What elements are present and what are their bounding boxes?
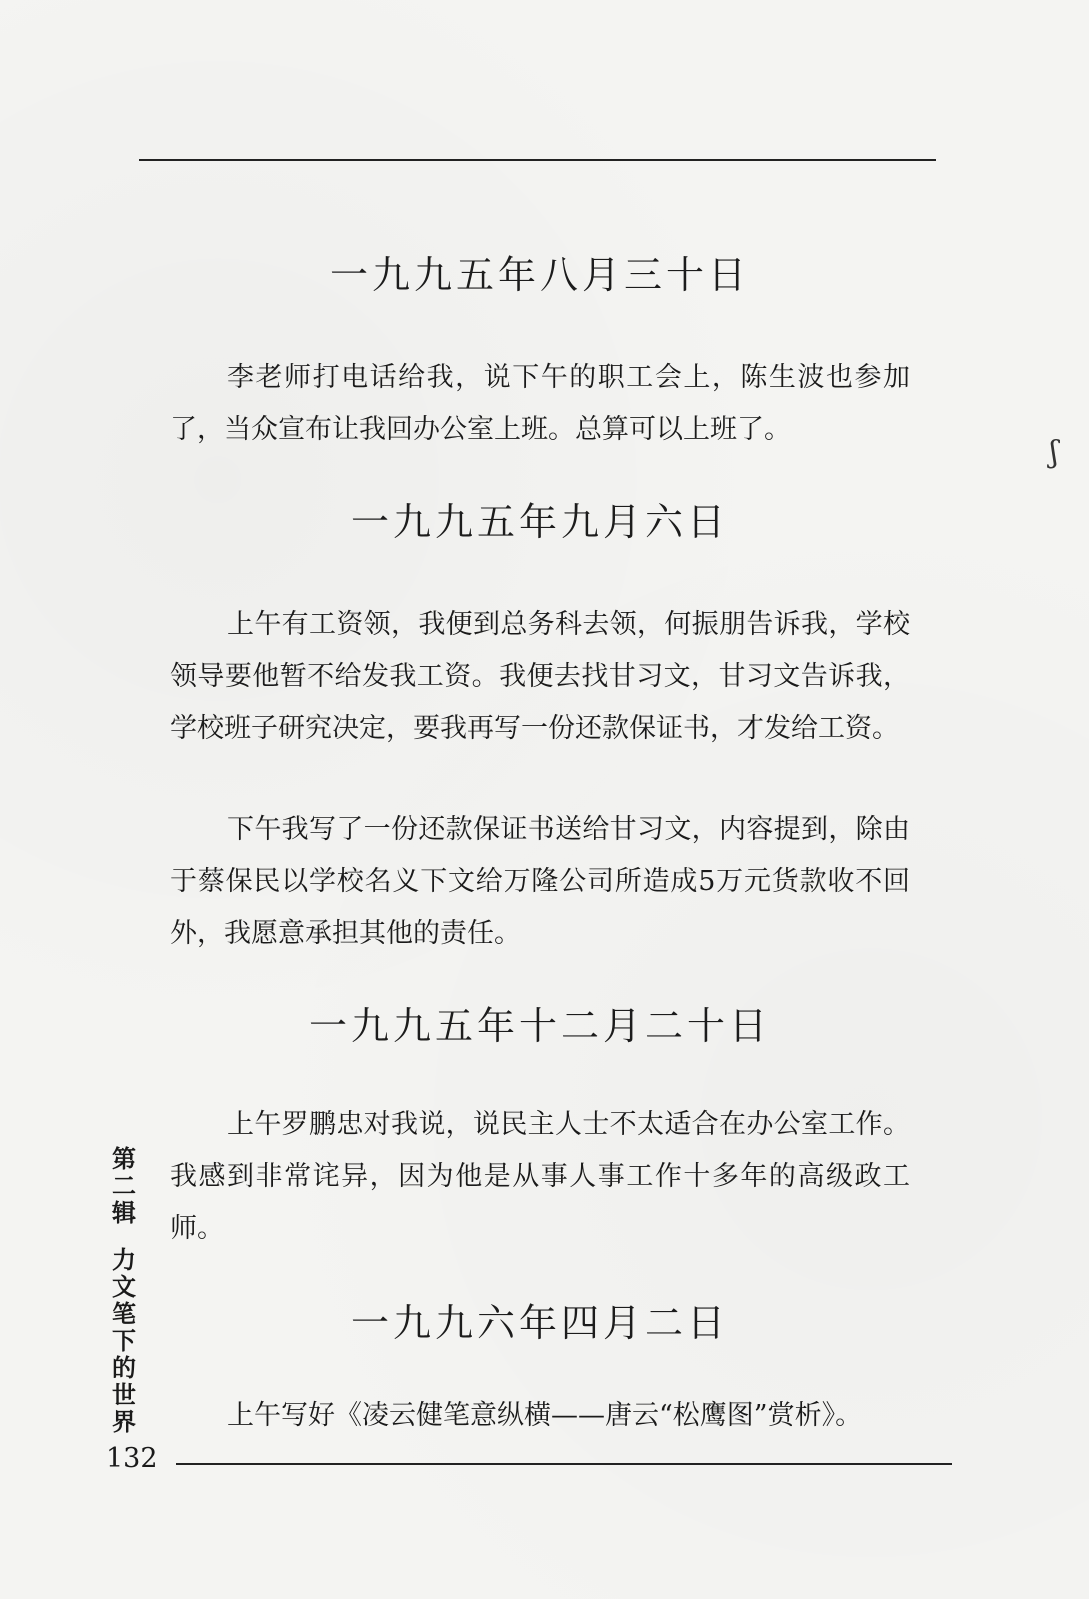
page-number: 132 <box>106 1443 158 1474</box>
section-label-gap <box>106 1227 142 1247</box>
header-rule <box>139 159 936 161</box>
footer-rule <box>176 1463 952 1465</box>
entry-paragraph: 李老师打电话给我，说下午的职工会上，陈生波也参加了，当众宣布让我回办公室上班。总算可以上班了。 <box>170 362 910 445</box>
entry-date-heading: 一九九五年八月三十日 <box>329 253 750 297</box>
entry-paragraph: 上午写好《凌云健笔意纵横——唐云“松鹰图”赏析》。 <box>227 1400 863 1431</box>
section-title: 力文笔下的世界 <box>112 1246 136 1436</box>
entry-paragraph: 上午罗鹏忠对我说，说民主人士不太适合在办公室工作。我感到非常诧异，因为他是从事人事工作十多年的高级政工师。 <box>170 1109 910 1244</box>
entry-paragraph: 上午有工资领，我便到总务科去领，何振朋告诉我，学校领导要他暂不给发我工资。我便去找甘习文，甘习文告诉我，学校班子研究决定，要我再写一份还款保证书，才发给工资。 <box>170 609 910 744</box>
entry-paragraph: 下午我写了一份还款保证书送给甘习文，内容提到，除由于蔡保民以学校名义下文给万隆公司所造成5万元货款收不回外，我愿意承担其他的责任。 <box>170 814 910 949</box>
entry-date-heading: 一九九五年十二月二十日 <box>308 1004 771 1048</box>
entry-date-heading: 一九九六年四月二日 <box>350 1301 729 1345</box>
margin-ink-mark: ʃ <box>1050 435 1059 470</box>
section-part: 第二辑 <box>112 1145 136 1227</box>
entry-date-heading: 一九九五年九月六日 <box>350 500 729 544</box>
running-section-label <box>106 1146 142 1436</box>
